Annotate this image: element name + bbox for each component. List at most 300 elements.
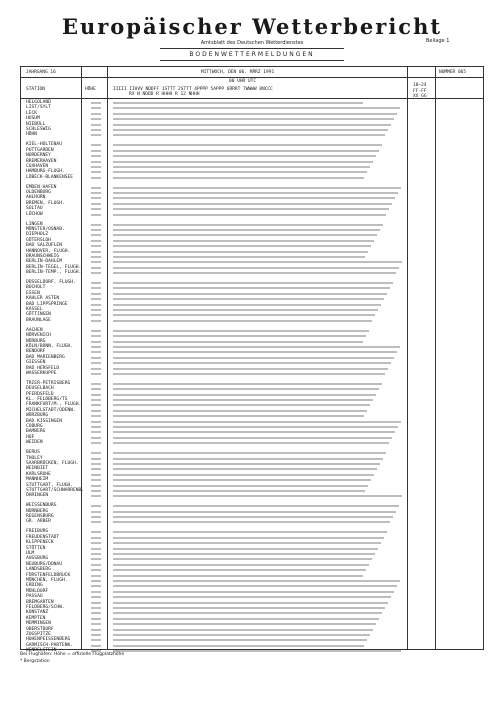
height-value-placeholder [91,234,101,236]
code-groups-placeholder [113,437,392,439]
section-rule-bottom [160,60,344,61]
station-name: MÜHLDORF [26,588,49,594]
code-groups-placeholder [113,458,383,460]
height-value-placeholder [91,368,101,370]
station-name: BAD SALZUFLEN [26,243,62,249]
height-value-placeholder [91,144,101,146]
height-value-placeholder [91,229,101,231]
code-groups-placeholder [113,495,402,497]
code-groups-placeholder [113,569,366,571]
code-groups-placeholder [113,245,371,247]
code-groups-placeholder [113,399,373,401]
code-groups-placeholder [113,298,384,300]
station-name: MICHELSTADT/ODENW. [26,407,76,413]
station-name: LÜCHOW [26,211,43,217]
station-name: ÖHRINGEN [26,493,49,499]
station-name: BREMEN, FLUGH. [26,200,65,206]
station-name: HAMBURG-FLUGH. [26,169,65,175]
code-groups-placeholder [113,394,376,396]
code-groups-placeholder [113,537,384,539]
code-groups-placeholder [113,421,401,423]
table-row [21,175,483,181]
code-groups-placeholder [113,542,381,544]
height-value-placeholder [91,645,101,647]
code-groups-placeholder [113,261,402,263]
station-name: OBERSTDORF [26,626,54,632]
code-groups-placeholder [113,591,394,593]
station-name: KONSTANZ [26,610,49,616]
height-value-placeholder [91,415,101,417]
height-value-placeholder [91,166,101,168]
station-name: SOLTAU [26,206,43,212]
height-value-placeholder [91,287,101,289]
code-groups-placeholder [113,118,394,120]
code-groups-placeholder [113,208,389,210]
code-groups-placeholder [113,107,400,109]
height-value-placeholder [91,298,101,300]
code-groups-placeholder [113,102,363,104]
station-name: REGENSBURG [26,514,54,519]
height-value-placeholder [91,357,101,359]
station-name: OLDENBURG [26,190,51,195]
height-value-placeholder [91,214,101,216]
station-name: GR. ARBER [26,519,51,525]
height-value-placeholder [91,511,101,513]
station-name: DIEPHOLZ [26,232,49,238]
station-name: BREMGARTEN [26,599,54,605]
code-groups-placeholder [113,320,372,322]
height-value-placeholder [91,124,101,126]
code-groups-placeholder [113,129,388,131]
station-name: NÜRBURG [26,338,46,344]
station-name: GÜTERSLOH [26,237,51,243]
height-value-placeholder [91,399,101,401]
document-title: Europäischer Wetterbericht [61,14,443,39]
station-name: STUTTGART/SCHNARRENB. [26,487,85,493]
height-value-placeholder [91,245,101,247]
code-groups-placeholder [113,234,377,236]
code-groups-placeholder [113,650,401,652]
station-name: BERLIN-DAHLEM [26,259,62,265]
station-name: KAHLER ASTEN [26,296,60,302]
station-name: BREMERHAVEN [26,158,57,164]
height-value-placeholder [91,426,101,428]
station-name: MANNHEIM [26,477,49,483]
height-value-placeholder [91,224,101,226]
height-value-placeholder [91,410,101,412]
height-value-placeholder [91,314,101,316]
station-name: KASSEL [26,307,43,312]
height-value-placeholder [91,177,101,179]
station-name: FREIBURG [26,529,49,535]
code-groups-placeholder [113,330,369,332]
station-name: HELGOLAND [26,100,51,105]
station-name: GÖTTINGEN [26,312,51,318]
height-value-placeholder [91,580,101,582]
height-value-placeholder [91,558,101,560]
station-name: PASSAU [26,594,43,600]
code-groups-placeholder [113,505,399,507]
height-value-placeholder [91,267,101,269]
code-groups-placeholder [113,368,388,370]
code-groups-placeholder [113,224,383,226]
height-value-placeholder [91,161,101,163]
code-groups-placeholder [113,166,370,168]
code-groups-placeholder [113,287,390,289]
height-value-placeholder [91,485,101,487]
code-groups-placeholder [113,229,380,231]
height-value-placeholder [91,272,101,274]
document-subtitle: Amtsblatt des Deutschen Wetterdienstes [200,40,304,46]
height-value-placeholder [91,197,101,199]
height-value-placeholder [91,129,101,131]
station-name: PUTTGARDEN [26,147,54,153]
height-value-placeholder [91,452,101,454]
height-value-placeholder [91,150,101,152]
station-name: LÜBECK-BLANKENSEE [26,174,74,180]
footnote-airport-height: Bei Flughäfen: Höhe = offizielle Flugplatzhöhe [20,652,125,657]
code-groups-placeholder [113,548,378,550]
station-name: TRIER-PETRISBERG [26,380,71,386]
code-groups-placeholder [113,558,372,560]
code-columns-subheader: RX N NDDD R HHHH R 12 NHHH [129,92,200,97]
code-groups-placeholder [113,161,373,163]
code-groups-placeholder [113,256,365,258]
code-groups-placeholder [113,192,398,194]
height-value-placeholder [91,208,101,210]
height-value-placeholder [91,373,101,375]
code-groups-placeholder [113,383,382,385]
code-groups-placeholder [113,134,385,136]
station-name: NIEBÜLL [26,121,46,127]
height-value-placeholder [91,612,101,614]
code-groups-placeholder [113,580,400,582]
code-groups-placeholder [113,442,389,444]
code-groups-placeholder [113,596,391,598]
height-value-placeholder [91,341,101,343]
jahrgang-label: JAHRGANG 16 [26,70,56,75]
height-value-placeholder [91,607,101,609]
code-groups-placeholder [113,282,393,284]
station-name: KIEL-HOLTENAU [26,142,62,148]
station-name: FELDBERG/SCHW. [26,604,65,610]
height-value-placeholder [91,564,101,566]
code-groups-placeholder [113,468,377,470]
code-groups-placeholder [113,357,394,359]
height-value-placeholder [91,474,101,476]
station-name: ZUGSPITZE [26,631,51,637]
height-value-placeholder [91,362,101,364]
station-name: BRAUNLAGE [26,317,51,323]
station-name: BAD KISSINGEN [26,418,62,424]
code-groups-placeholder [113,187,401,189]
column-header-rule [21,98,483,99]
station-name: KEMPTEN [26,615,46,621]
station-name: ERDING [26,583,43,589]
station-name: WÜRZBURG [26,413,49,419]
station-name: NÜRNBERG [26,508,49,514]
code-groups-placeholder [113,150,379,152]
code-groups-placeholder [113,511,396,513]
height-value-placeholder [91,383,101,385]
height-value-placeholder [91,421,101,423]
height-value-placeholder [91,505,101,507]
code-groups-placeholder [113,639,367,641]
height-value-placeholder [91,388,101,390]
issue-number: NUMMER 065 [439,70,467,75]
height-value-placeholder [91,516,101,518]
code-groups-placeholder [113,431,395,433]
code-groups-placeholder [113,645,364,647]
height-value-placeholder [91,282,101,284]
height-value-placeholder [91,629,101,631]
height-value-placeholder [91,569,101,571]
height-value-placeholder [91,304,101,306]
station-name: NEUBURG/DONAU [26,561,62,567]
height-value-placeholder [91,618,101,620]
station-column-header: STATION [26,87,45,92]
station-name: FÜRSTENFELDBRUCK [26,572,71,578]
station-name: STUTTGART, FLUGH. [26,482,74,488]
time-range: 18–24 [413,83,427,88]
station-name: HOF [26,434,35,440]
station-name: BAD LIPPSPRINGE [26,301,68,307]
station-name: BERLIN-TEMP., FLUGH. [26,270,82,276]
station-name: FREUDENSTADT [26,534,60,540]
code-groups-placeholder [113,214,386,216]
station-name: BERUS [26,450,40,456]
station-name: LIST/SYLT [26,105,51,111]
code-groups-placeholder [113,612,382,614]
code-groups-placeholder [113,575,363,577]
code-groups-placeholder [113,564,369,566]
code-groups-placeholder [113,415,364,417]
wind-column-header: FF-FF [413,89,427,94]
height-value-placeholder [91,351,101,353]
height-value-placeholder [91,634,101,636]
station-name: MÜNSTER/OSNAB. [26,226,65,232]
table-row [21,519,483,525]
height-value-placeholder [91,542,101,544]
height-value-placeholder [91,330,101,332]
height-value-placeholder [91,537,101,539]
station-name: MEMMINGEN [26,621,51,627]
code-groups-placeholder [113,335,366,337]
code-groups-placeholder [113,351,397,353]
station-name: KL. FELDBERG/TS [26,397,68,402]
height-value-placeholder [91,320,101,322]
station-name: DÜSSELDORF, FLUGH. [26,280,76,285]
station-name: HÖHN [26,132,38,138]
code-groups-placeholder [113,463,380,465]
code-groups-placeholder [113,602,388,604]
code-groups-placeholder [113,531,387,533]
code-groups-placeholder [113,479,371,481]
station-name: WASSERKUPPE [26,370,57,376]
height-value-placeholder [91,463,101,465]
code-groups-placeholder [113,304,381,306]
code-groups-placeholder [113,388,379,390]
code-groups-placeholder [113,585,397,587]
height-value-placeholder [91,531,101,533]
station-name: CUXHAVEN [26,163,49,169]
station-name: WEIDEN [26,440,43,446]
station-name: LINGEN [26,221,43,227]
height-value-placeholder [91,458,101,460]
code-groups-placeholder [113,410,367,412]
station-name: LANDSBERG [26,567,51,573]
code-groups-placeholder [113,623,376,625]
height-value-placeholder [91,431,101,433]
station-name: FRANKFURT/M., FLUGH. [26,402,82,408]
height-value-placeholder [91,256,101,258]
station-name: BRAUNSCHWEIG [26,253,60,259]
station-name: WEINBIET [26,466,49,472]
height-value-placeholder [91,585,101,587]
station-name: ULM [26,550,35,556]
height-value-placeholder [91,309,101,311]
footnote-mountain-station: * Bergstation [20,659,50,664]
station-name: HOHENPEISSENBERG [26,637,71,643]
station-name: ESSEN [26,290,40,296]
height-value-placeholder [91,155,101,157]
height-value-placeholder [91,113,101,115]
height-value-placeholder [91,394,101,396]
height-value-placeholder [91,623,101,625]
code-groups-placeholder [113,490,365,492]
height-value-placeholder [91,107,101,109]
height-value-placeholder [91,335,101,337]
section-title: BODENWETTERMELDUNGEN [189,51,315,58]
height-value-placeholder [91,187,101,189]
height-value-placeholder [91,468,101,470]
station-name: SCHLESWIG [26,127,51,132]
station-name: COBURG [26,424,43,429]
height-column-header: HÖHE [85,87,96,92]
header-rule [21,77,483,78]
observation-time: 00 UHR UTC [229,79,257,84]
supplement-label: Beilage 1 [426,38,450,44]
code-groups-placeholder [113,553,375,555]
code-groups-placeholder [113,314,375,316]
station-name: GIESSEN [26,360,46,366]
code-groups-placeholder [113,197,395,199]
station-name: HUSUM [26,116,40,122]
code-groups-placeholder [113,267,399,269]
code-groups-placeholder [113,293,387,295]
station-name: WEISSENBURG [26,503,57,509]
station-name: BERLIN-TEGEL, FLUGH. [26,264,82,270]
height-value-placeholder [91,602,101,604]
code-columns-header: IIIII IIHVV NDDFF 1STTT 2STTT 4PPPP 5APPP 6RRRT 7WWWW 8NCCC [113,87,273,92]
code-groups-placeholder [113,346,400,348]
station-name: PFERDSFELD [26,391,54,397]
height-value-placeholder [91,118,101,120]
code-groups-placeholder [113,618,379,620]
code-groups-placeholder [113,521,390,523]
code-groups-placeholder [113,144,382,146]
station-name: EMDEN-HAFEN [26,184,57,190]
code-groups-placeholder [113,309,378,311]
code-groups-placeholder [113,373,385,375]
code-groups-placeholder [113,124,391,126]
code-groups-placeholder [113,629,373,631]
station-name: AUGSBURG [26,556,49,562]
station-name: AHLHORN [26,195,46,201]
height-value-placeholder [91,437,101,439]
height-value-placeholder [91,404,101,406]
station-name: KLIPPENECK [26,540,54,546]
code-groups-placeholder [113,177,364,179]
height-value-placeholder [91,442,101,444]
code-groups-placeholder [113,362,391,364]
height-value-placeholder [91,596,101,598]
code-groups-placeholder [113,634,370,636]
gust-column-header: XX GG [413,94,427,99]
table-row [21,270,483,276]
height-value-placeholder [91,192,101,194]
station-name: GARMISCH-PARTENK. [26,642,74,648]
section-rule-top [160,48,344,49]
height-value-placeholder [91,251,101,253]
code-groups-placeholder [113,171,367,173]
height-value-placeholder [91,591,101,593]
code-groups-placeholder [113,155,376,157]
height-value-placeholder [91,293,101,295]
station-name: DEUSELBACH [26,386,54,392]
station-name: STÖTTEN [26,545,46,551]
code-groups-placeholder [113,240,374,242]
table-row [21,371,483,377]
table-row [21,318,483,324]
code-groups-placeholder [113,251,368,253]
station-name: NORDERNEY [26,153,51,159]
height-value-placeholder [91,346,101,348]
code-groups-placeholder [113,404,370,406]
height-value-placeholder [91,171,101,173]
height-value-placeholder [91,134,101,136]
height-value-placeholder [91,548,101,550]
station-name: BAD HERSFELD [26,365,60,371]
station-name: SAARBRÜCKEN, FLUGH. [26,460,79,466]
code-groups-placeholder [113,516,393,518]
height-value-placeholder [91,479,101,481]
code-groups-placeholder [113,113,397,115]
station-name: BAMBERG [26,429,46,435]
report-date: MITTWOCH, DEN 06. MÄRZ 1991 [201,70,275,75]
station-name: MÜNCHEN, FLUGH. [26,577,68,583]
table-row [21,493,483,499]
station-name: NÖRVENICH [26,333,51,339]
height-value-placeholder [91,490,101,492]
height-value-placeholder [91,203,101,205]
table-row [21,132,483,138]
table-row [21,212,483,218]
height-value-placeholder [91,261,101,263]
station-name: LECK [26,110,38,116]
station-name: THOLEY [26,455,43,461]
table-row [21,440,483,446]
code-groups-placeholder [113,203,392,205]
station-name: KÖLN/BONN, FLUGH. [26,343,74,349]
height-value-placeholder [91,240,101,242]
report-sheet [20,66,484,654]
height-value-placeholder [91,521,101,523]
station-name: BENDORF [26,349,46,355]
station-name: BOCHOLT [26,285,46,291]
station-name: KARLSRUHE [26,471,51,477]
station-name: HANNOVER, FLUGH. [26,248,71,254]
